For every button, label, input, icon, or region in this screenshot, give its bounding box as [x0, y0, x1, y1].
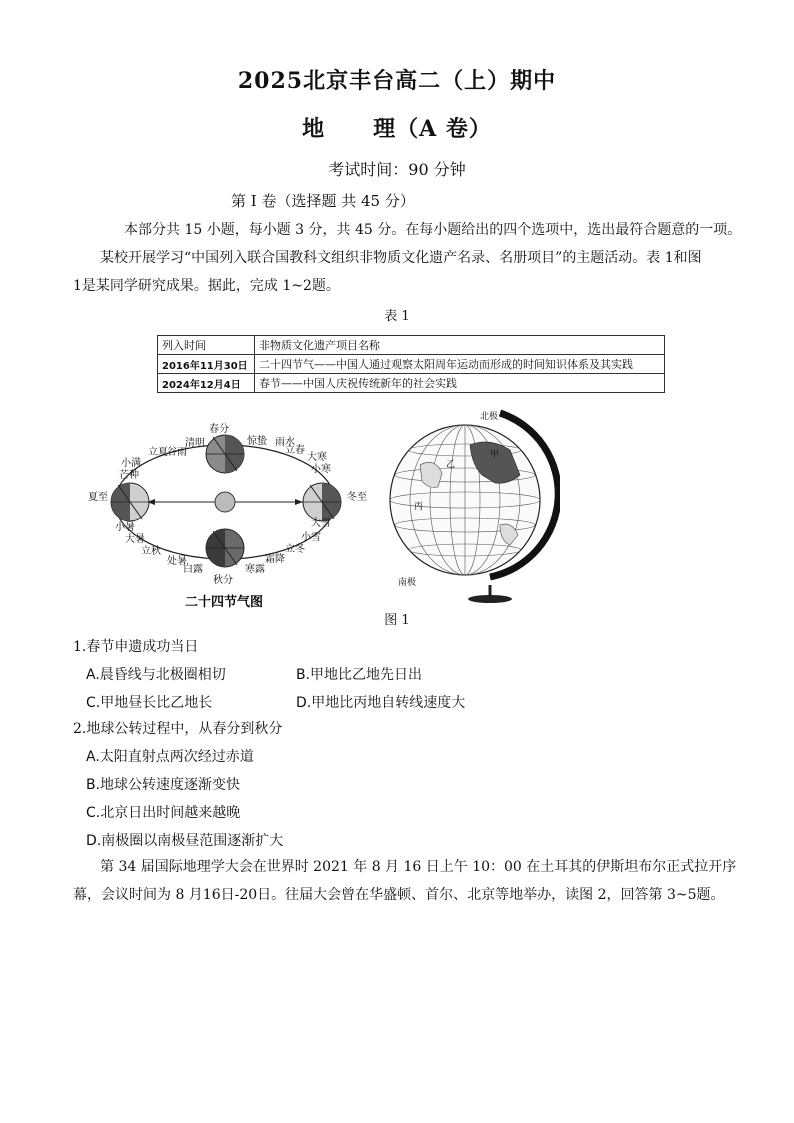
sun-icon	[215, 492, 235, 512]
table-row	[158, 355, 665, 374]
earth-summer-icon	[111, 483, 149, 521]
table-cell: 二十四节气——中国人通过观察太阳周年运动而形成的时间知识体系及其实践	[255, 355, 665, 374]
term-label: 立冬	[285, 544, 305, 555]
term-label: 夏至	[88, 492, 108, 503]
table-header-cell: 非物质文化遗产项目名称	[255, 336, 665, 355]
question-1-option-a[interactable]: A.晨昏线与北极圈相切	[86, 667, 226, 683]
term-label: 惊蛰	[247, 436, 267, 447]
context2-line-1: 第 34 届国际地理学大会在世界时 2021 年 8 月 16 日上午 10：00 在土耳其的伊斯坦布尔正式拉开序	[100, 859, 737, 875]
context-line-1: 某校开展学习“中国列入联合国教科文组织非物质文化遗产名录、名册项目”的主题活动。表 1和图	[100, 250, 702, 266]
term-label: 小雪	[301, 532, 321, 543]
solar-terms-diagram	[85, 420, 375, 610]
term-label: 雨水	[275, 437, 295, 448]
question-2-option-b[interactable]: B.地球公转速度逐渐变快	[86, 777, 241, 793]
subject-title-part2: 理（A 卷）	[373, 116, 492, 142]
term-label: 立秋	[141, 546, 161, 557]
exam-duration: 考试时间：90 分钟	[328, 160, 466, 179]
exam-title: 2025北京丰台高二（上）期中	[237, 68, 557, 94]
globe-label-north: 北极	[480, 412, 499, 422]
term-label: 清明	[185, 438, 205, 449]
globe-label-jia: 甲	[490, 450, 500, 460]
question-2-stem: 2.地球公转过程中，从春分到秋分	[73, 721, 283, 737]
subject-title	[0, 112, 794, 143]
term-label: 处暑	[167, 556, 187, 567]
term-label: 谷雨	[167, 447, 187, 458]
question-1-stem: 1.春节申遗成功当日	[73, 639, 199, 655]
question-2-option-d[interactable]: D.南极圈以南极昼范围逐渐扩大	[86, 833, 284, 849]
term-label: 立夏	[148, 447, 168, 458]
term-label: 春分	[209, 424, 229, 435]
table-header-cell: 列入时间	[158, 336, 255, 355]
term-label: 立春	[285, 445, 305, 456]
globe-label-bing: 丙	[414, 502, 424, 512]
term-label: 大雪	[311, 518, 331, 529]
subject-title-part1: 地	[302, 116, 326, 142]
context2-line-2: 幕，会议时间为 8 月16日-20日。往届大会曾在华盛顿、首尔、北京等地举办，读图 2，回答第 3~5题。	[73, 887, 725, 903]
question-2-option-c[interactable]: C.北京日出时间越来越晚	[86, 805, 241, 821]
context-line-2: 1是某同学研究成果。据此，完成 1~2题。	[73, 278, 340, 294]
globe-label-yi: 乙	[446, 460, 456, 470]
question-1-option-b[interactable]: B.甲地比乙地先日出	[296, 667, 423, 683]
table-caption: 表 1	[384, 309, 410, 324]
table-header-row	[158, 336, 665, 355]
term-label: 大暑	[125, 534, 145, 545]
term-label: 寒露	[245, 564, 265, 575]
term-label: 冬至	[347, 492, 367, 503]
question-2-option-a[interactable]: A.太阳直射点两次经过赤道	[86, 749, 254, 765]
term-label: 小暑	[115, 522, 135, 533]
globe-base	[468, 595, 512, 603]
question-1-option-c[interactable]: C.甲地昼长比乙地长	[86, 695, 213, 711]
term-label: 霜降	[265, 554, 285, 565]
question-1-option-d[interactable]: D.甲地比丙地自转线速度大	[296, 695, 466, 711]
earth-spring-icon	[206, 435, 244, 473]
heritage-table	[157, 335, 665, 393]
section-title: 第 I 卷（选择题 共 45 分）	[231, 192, 415, 210]
earth-winter-icon	[303, 483, 341, 521]
globe-label-south: 南极	[398, 578, 417, 588]
table-cell: 春节——中国人庆祝传统新年的社会实践	[255, 374, 665, 393]
globe-figure	[380, 405, 560, 605]
earth-autumn-icon	[206, 529, 244, 567]
term-label: 白露	[183, 564, 203, 575]
term-label: 小寒	[311, 464, 331, 475]
diagram-title: 二十四节气图	[185, 595, 264, 610]
term-label: 小满	[121, 458, 141, 469]
term-label: 芒种	[119, 470, 139, 481]
section-intro: 本部分共 15 小题，每小题 3 分，共 45 分。在每小题给出的四个选项中，选出最符合题意的一项。	[124, 222, 742, 238]
figure-caption: 图 1	[384, 613, 410, 628]
term-label: 大寒	[307, 452, 327, 463]
term-label: 秋分	[213, 575, 233, 586]
table-cell: 2016年11月30日	[158, 355, 255, 374]
table-row	[158, 374, 665, 393]
table-cell: 2024年12月4日	[158, 374, 255, 393]
